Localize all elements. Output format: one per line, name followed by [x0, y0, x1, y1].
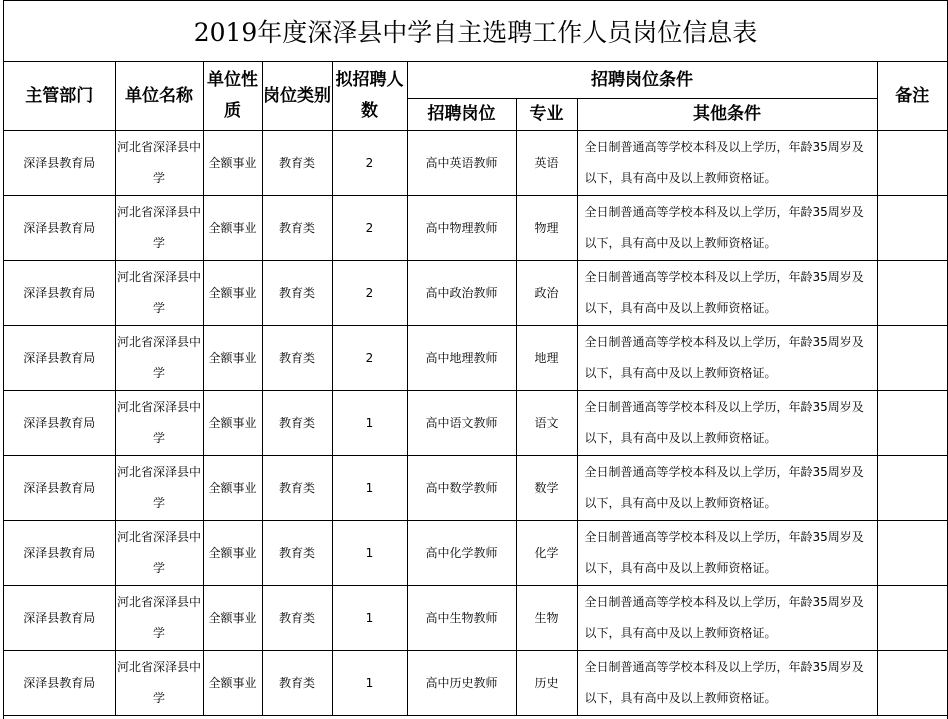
cell-unit-name: 河北省深泽县中学 [115, 586, 203, 651]
cell-major: 物理 [516, 196, 577, 261]
cell-post: 高中化学教师 [407, 521, 516, 586]
cell-post-type: 教育类 [262, 391, 332, 456]
cell-remark [877, 521, 947, 586]
cell-remark [877, 196, 947, 261]
cell-count: 2 [332, 326, 407, 391]
cell-other: 全日制普通高等学校本科及以上学历，年龄35周岁及以下，具有高中及以上教师资格证。 [577, 651, 877, 716]
cell-count: 1 [332, 456, 407, 521]
cell-unit-name: 河北省深泽县中学 [115, 456, 203, 521]
cell-dept: 深泽县教育局 [4, 196, 115, 261]
cell-post: 高中历史教师 [407, 651, 516, 716]
cell-major: 化学 [516, 521, 577, 586]
cell-remark [877, 586, 947, 651]
table-row [4, 326, 947, 391]
cell-dept: 深泽县教育局 [4, 326, 115, 391]
cell-remark [877, 326, 947, 391]
cell-post: 高中物理教师 [407, 196, 516, 261]
cell-major: 政治 [516, 261, 577, 326]
cell-other: 全日制普通高等学校本科及以上学历，年龄35周岁及以下，具有高中及以上教师资格证。 [577, 326, 877, 391]
table-row [4, 586, 947, 651]
cell-major: 数学 [516, 456, 577, 521]
cell-unit-type: 全额事业 [203, 391, 262, 456]
cell-remark [877, 261, 947, 326]
cell-unit-type: 全额事业 [203, 456, 262, 521]
table-row [4, 261, 947, 326]
cell-post: 高中生物教师 [407, 586, 516, 651]
cell-unit-type: 全额事业 [203, 326, 262, 391]
cell-unit-name: 河北省深泽县中学 [115, 261, 203, 326]
cell-other: 全日制普通高等学校本科及以上学历，年龄35周岁及以下，具有高中及以上教师资格证。 [577, 391, 877, 456]
cell-unit-name: 河北省深泽县中学 [115, 521, 203, 586]
cell-unit-name: 河北省深泽县中学 [115, 651, 203, 716]
cell-unit-name: 河北省深泽县中学 [115, 196, 203, 261]
cell-count: 2 [332, 131, 407, 196]
table-row [4, 651, 947, 716]
cell-post: 高中数学教师 [407, 456, 516, 521]
cell-count: 1 [332, 586, 407, 651]
table-row [4, 131, 947, 196]
cell-post-type: 教育类 [262, 131, 332, 196]
cell-post: 高中英语教师 [407, 131, 516, 196]
header-post: 招聘岗位 [407, 99, 516, 131]
job-info-sheet [3, 0, 948, 719]
cell-other: 全日制普通高等学校本科及以上学历，年龄35周岁及以下，具有高中及以上教师资格证。 [577, 261, 877, 326]
header-other: 其他条件 [577, 99, 877, 131]
cell-other: 全日制普通高等学校本科及以上学历，年龄35周岁及以下，具有高中及以上教师资格证。 [577, 586, 877, 651]
table-row [4, 521, 947, 586]
cell-unit-type: 全额事业 [203, 651, 262, 716]
cell-post-type: 教育类 [262, 651, 332, 716]
page-title: 2019年度深泽县中学自主选聘工作人员岗位信息表 [4, 1, 947, 62]
table-body [4, 131, 947, 716]
cell-count: 1 [332, 651, 407, 716]
cell-major: 语文 [516, 391, 577, 456]
table-row [4, 391, 947, 456]
cell-count: 1 [332, 391, 407, 456]
header-post-type: 岗位类别 [262, 62, 332, 131]
cell-unit-name: 河北省深泽县中学 [115, 391, 203, 456]
cell-dept: 深泽县教育局 [4, 521, 115, 586]
cell-remark [877, 391, 947, 456]
cell-post-type: 教育类 [262, 521, 332, 586]
header-conditions: 招聘岗位条件 [407, 62, 877, 99]
cell-major: 历史 [516, 651, 577, 716]
cell-major: 地理 [516, 326, 577, 391]
header-count: 拟招聘人数 [332, 62, 407, 131]
cell-unit-type: 全额事业 [203, 196, 262, 261]
cell-unit-type: 全额事业 [203, 521, 262, 586]
table-row [4, 196, 947, 261]
cell-post: 高中语文教师 [407, 391, 516, 456]
cell-remark [877, 651, 947, 716]
cell-unit-name: 河北省深泽县中学 [115, 131, 203, 196]
header-unit-type: 单位性质 [203, 62, 262, 131]
header-unit-name: 单位名称 [115, 62, 203, 131]
cell-unit-type: 全额事业 [203, 261, 262, 326]
job-table [4, 62, 947, 716]
cell-other: 全日制普通高等学校本科及以上学历，年龄35周岁及以下，具有高中及以上教师资格证。 [577, 456, 877, 521]
cell-remark [877, 456, 947, 521]
cell-dept: 深泽县教育局 [4, 261, 115, 326]
cell-post: 高中政治教师 [407, 261, 516, 326]
cell-post-type: 教育类 [262, 196, 332, 261]
cell-other: 全日制普通高等学校本科及以上学历，年龄35周岁及以下，具有高中及以上教师资格证。 [577, 521, 877, 586]
cell-dept: 深泽县教育局 [4, 651, 115, 716]
cell-post-type: 教育类 [262, 456, 332, 521]
cell-other: 全日制普通高等学校本科及以上学历，年龄35周岁及以下，具有高中及以上教师资格证。 [577, 196, 877, 261]
cell-major: 英语 [516, 131, 577, 196]
cell-post-type: 教育类 [262, 586, 332, 651]
cell-post-type: 教育类 [262, 261, 332, 326]
cell-unit-name: 河北省深泽县中学 [115, 326, 203, 391]
table-row [4, 456, 947, 521]
cell-unit-type: 全额事业 [203, 131, 262, 196]
cell-dept: 深泽县教育局 [4, 586, 115, 651]
cell-dept: 深泽县教育局 [4, 131, 115, 196]
cell-remark [877, 131, 947, 196]
cell-count: 2 [332, 261, 407, 326]
header-remark: 备注 [877, 62, 947, 131]
cell-dept: 深泽县教育局 [4, 456, 115, 521]
cell-other: 全日制普通高等学校本科及以上学历，年龄35周岁及以下，具有高中及以上教师资格证。 [577, 131, 877, 196]
cell-post-type: 教育类 [262, 326, 332, 391]
cell-post: 高中地理教师 [407, 326, 516, 391]
cell-major: 生物 [516, 586, 577, 651]
header-dept: 主管部门 [4, 62, 115, 131]
cell-dept: 深泽县教育局 [4, 391, 115, 456]
cell-unit-type: 全额事业 [203, 586, 262, 651]
cell-count: 2 [332, 196, 407, 261]
cell-count: 1 [332, 521, 407, 586]
header-major: 专业 [516, 99, 577, 131]
